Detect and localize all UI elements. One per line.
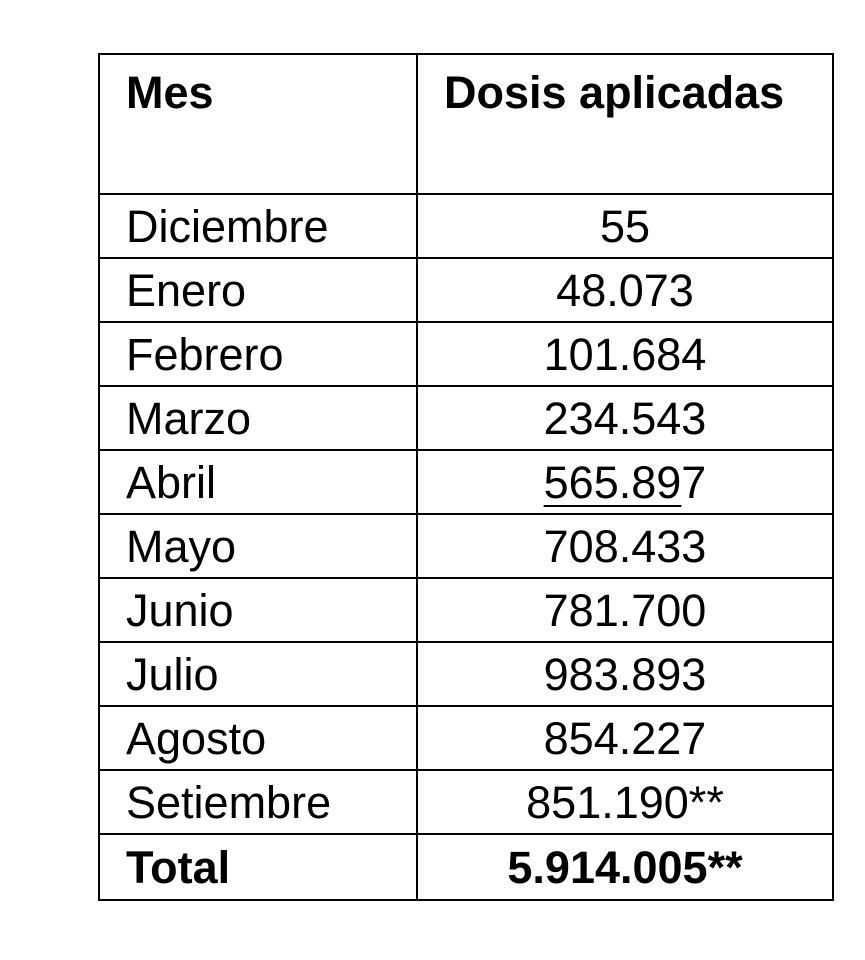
table-row — [99, 194, 833, 258]
table-row — [99, 642, 833, 706]
doses-cell: 983.893 — [417, 642, 833, 706]
total-doses: 5.914.005** — [417, 834, 833, 900]
doses-cell: 854.227 — [417, 706, 833, 770]
doses-cell — [417, 450, 833, 514]
total-row — [99, 834, 833, 900]
table-row — [99, 386, 833, 450]
doses-cell: 781.700 — [417, 578, 833, 642]
table-row — [99, 450, 833, 514]
month-cell: Julio — [99, 642, 417, 706]
doses-table — [98, 53, 834, 901]
doses-cell: 851.190** — [417, 770, 833, 834]
doses-cell: 55 — [417, 194, 833, 258]
doses-underlined-part: 565.89 — [543, 456, 682, 508]
doses-cell: 101.684 — [417, 322, 833, 386]
month-cell: Diciembre — [99, 194, 417, 258]
doses-cell: 708.433 — [417, 514, 833, 578]
month-cell: Junio — [99, 578, 417, 642]
table-header-row — [99, 54, 833, 194]
header-doses: Dosis aplicadas — [417, 54, 833, 194]
table-row — [99, 770, 833, 834]
month-cell: Setiembre — [99, 770, 417, 834]
table-row — [99, 322, 833, 386]
month-cell: Mayo — [99, 514, 417, 578]
table-row — [99, 706, 833, 770]
month-cell: Enero — [99, 258, 417, 322]
doses-cell: 48.073 — [417, 258, 833, 322]
total-label: Total — [99, 834, 417, 900]
table-row — [99, 258, 833, 322]
header-month: Mes — [99, 54, 417, 194]
table-row — [99, 514, 833, 578]
month-cell: Agosto — [99, 706, 417, 770]
doses-cell: 234.543 — [417, 386, 833, 450]
doses-rest-part: 7 — [681, 456, 707, 508]
month-cell: Abril — [99, 450, 417, 514]
table-row — [99, 578, 833, 642]
month-cell: Febrero — [99, 322, 417, 386]
month-cell: Marzo — [99, 386, 417, 450]
